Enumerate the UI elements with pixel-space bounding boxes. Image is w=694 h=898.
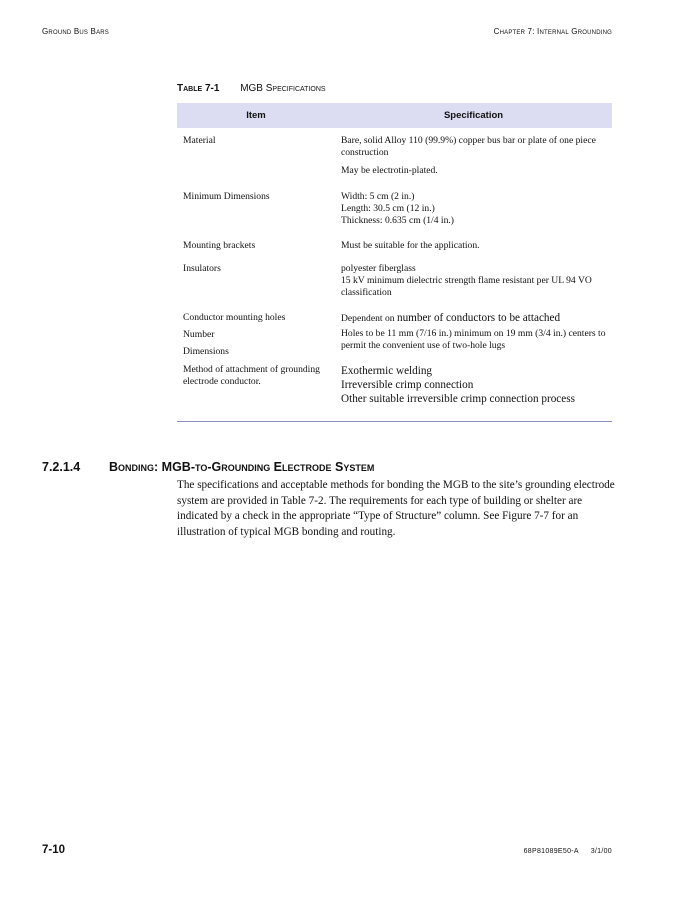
spec-line: polyester fiberglass bbox=[341, 263, 416, 274]
spec-text: Dependent on bbox=[341, 313, 395, 324]
spec-line: 15 kV minimum dielectric strength flame resistant per UL 94 VO classification bbox=[341, 275, 592, 298]
item-label: Insulators bbox=[183, 263, 221, 274]
table-number: Table 7-1 bbox=[177, 83, 220, 94]
spec-cell bbox=[335, 263, 612, 312]
spec-line: Exothermic welding bbox=[341, 365, 433, 377]
column-header-item: Item bbox=[177, 103, 335, 128]
item-label: Material bbox=[183, 135, 216, 146]
item-cell bbox=[177, 128, 335, 189]
table-bottom-rule bbox=[177, 421, 612, 422]
table-header-row bbox=[177, 103, 612, 128]
spec-cell bbox=[335, 364, 612, 406]
item-label: Minimum Dimensions bbox=[183, 191, 270, 202]
item-cell bbox=[177, 189, 335, 240]
spec-text: number of conductors to be attached bbox=[396, 312, 561, 324]
mgb-spec-table bbox=[177, 103, 612, 406]
spec-line: Holes to be 11 mm (7/16 in.) minimum on 19 mm (3/4 in.) centers to permit the convenient use of two-hole lugs bbox=[341, 328, 606, 351]
item-label: Conductor mounting holes bbox=[183, 312, 286, 323]
table-row bbox=[177, 263, 612, 312]
section-body-paragraph: The specifications and acceptable methods for bonding the MGB to the site’s grounding electrode system are provided in Table 7-2. The requirements for each type of building or shelter are indicated by a check in the appropriate “Type of Structure” column. See Figure 7-7 for an illustration of typical MGB bonding and routing. bbox=[177, 479, 615, 539]
spec-line: Must be suitable for the application. bbox=[341, 240, 480, 251]
table-caption bbox=[177, 83, 326, 94]
document-date: 3/1/00 bbox=[590, 848, 612, 855]
item-cell bbox=[177, 364, 335, 406]
running-header-right: Chapter 7: Internal Grounding bbox=[493, 27, 612, 36]
spec-line bbox=[341, 312, 608, 325]
item-label: Mounting brackets bbox=[183, 240, 256, 251]
spec-cell bbox=[335, 240, 612, 263]
document-id: 68P81089E50-A bbox=[523, 848, 579, 855]
spec-line: Irreversible crimp connection bbox=[341, 379, 474, 391]
table-row bbox=[177, 364, 612, 406]
spec-cell bbox=[335, 189, 612, 240]
table-row bbox=[177, 312, 612, 364]
section-number: 7.2.1.4 bbox=[42, 460, 81, 474]
spec-cell bbox=[335, 312, 612, 364]
spec-line: May be electrotin-plated. bbox=[341, 165, 438, 176]
table-row bbox=[177, 128, 612, 189]
spec-line: Thickness: 0.635 cm (1/4 in.) bbox=[341, 215, 454, 226]
item-cell bbox=[177, 263, 335, 312]
footer-doc-info bbox=[514, 848, 612, 855]
item-cell bbox=[177, 312, 335, 364]
item-label: Method of attachment of grounding electrode conductor. bbox=[183, 364, 320, 387]
table-row bbox=[177, 189, 612, 240]
item-label: Number bbox=[183, 329, 215, 340]
table-row bbox=[177, 240, 612, 263]
column-header-specification: Specification bbox=[335, 103, 612, 128]
spec-line: Other suitable irreversible crimp connection process bbox=[341, 393, 575, 405]
item-label: Dimensions bbox=[183, 346, 229, 357]
item-cell bbox=[177, 240, 335, 263]
page-number: 7-10 bbox=[42, 844, 66, 856]
section-title: Bonding: MGB-to-Grounding Electrode System bbox=[109, 460, 375, 474]
table-title: MGB Specifications bbox=[240, 83, 326, 94]
running-header-left: Ground Bus Bars bbox=[42, 27, 110, 36]
spec-line: Bare, solid Alloy 110 (99.9%) copper bus bar or plate of one piece construction bbox=[341, 135, 596, 158]
spec-cell bbox=[335, 128, 612, 189]
spec-line: Width: 5 cm (2 in.) bbox=[341, 191, 415, 202]
spec-line: Length: 30.5 cm (12 in.) bbox=[341, 203, 435, 214]
